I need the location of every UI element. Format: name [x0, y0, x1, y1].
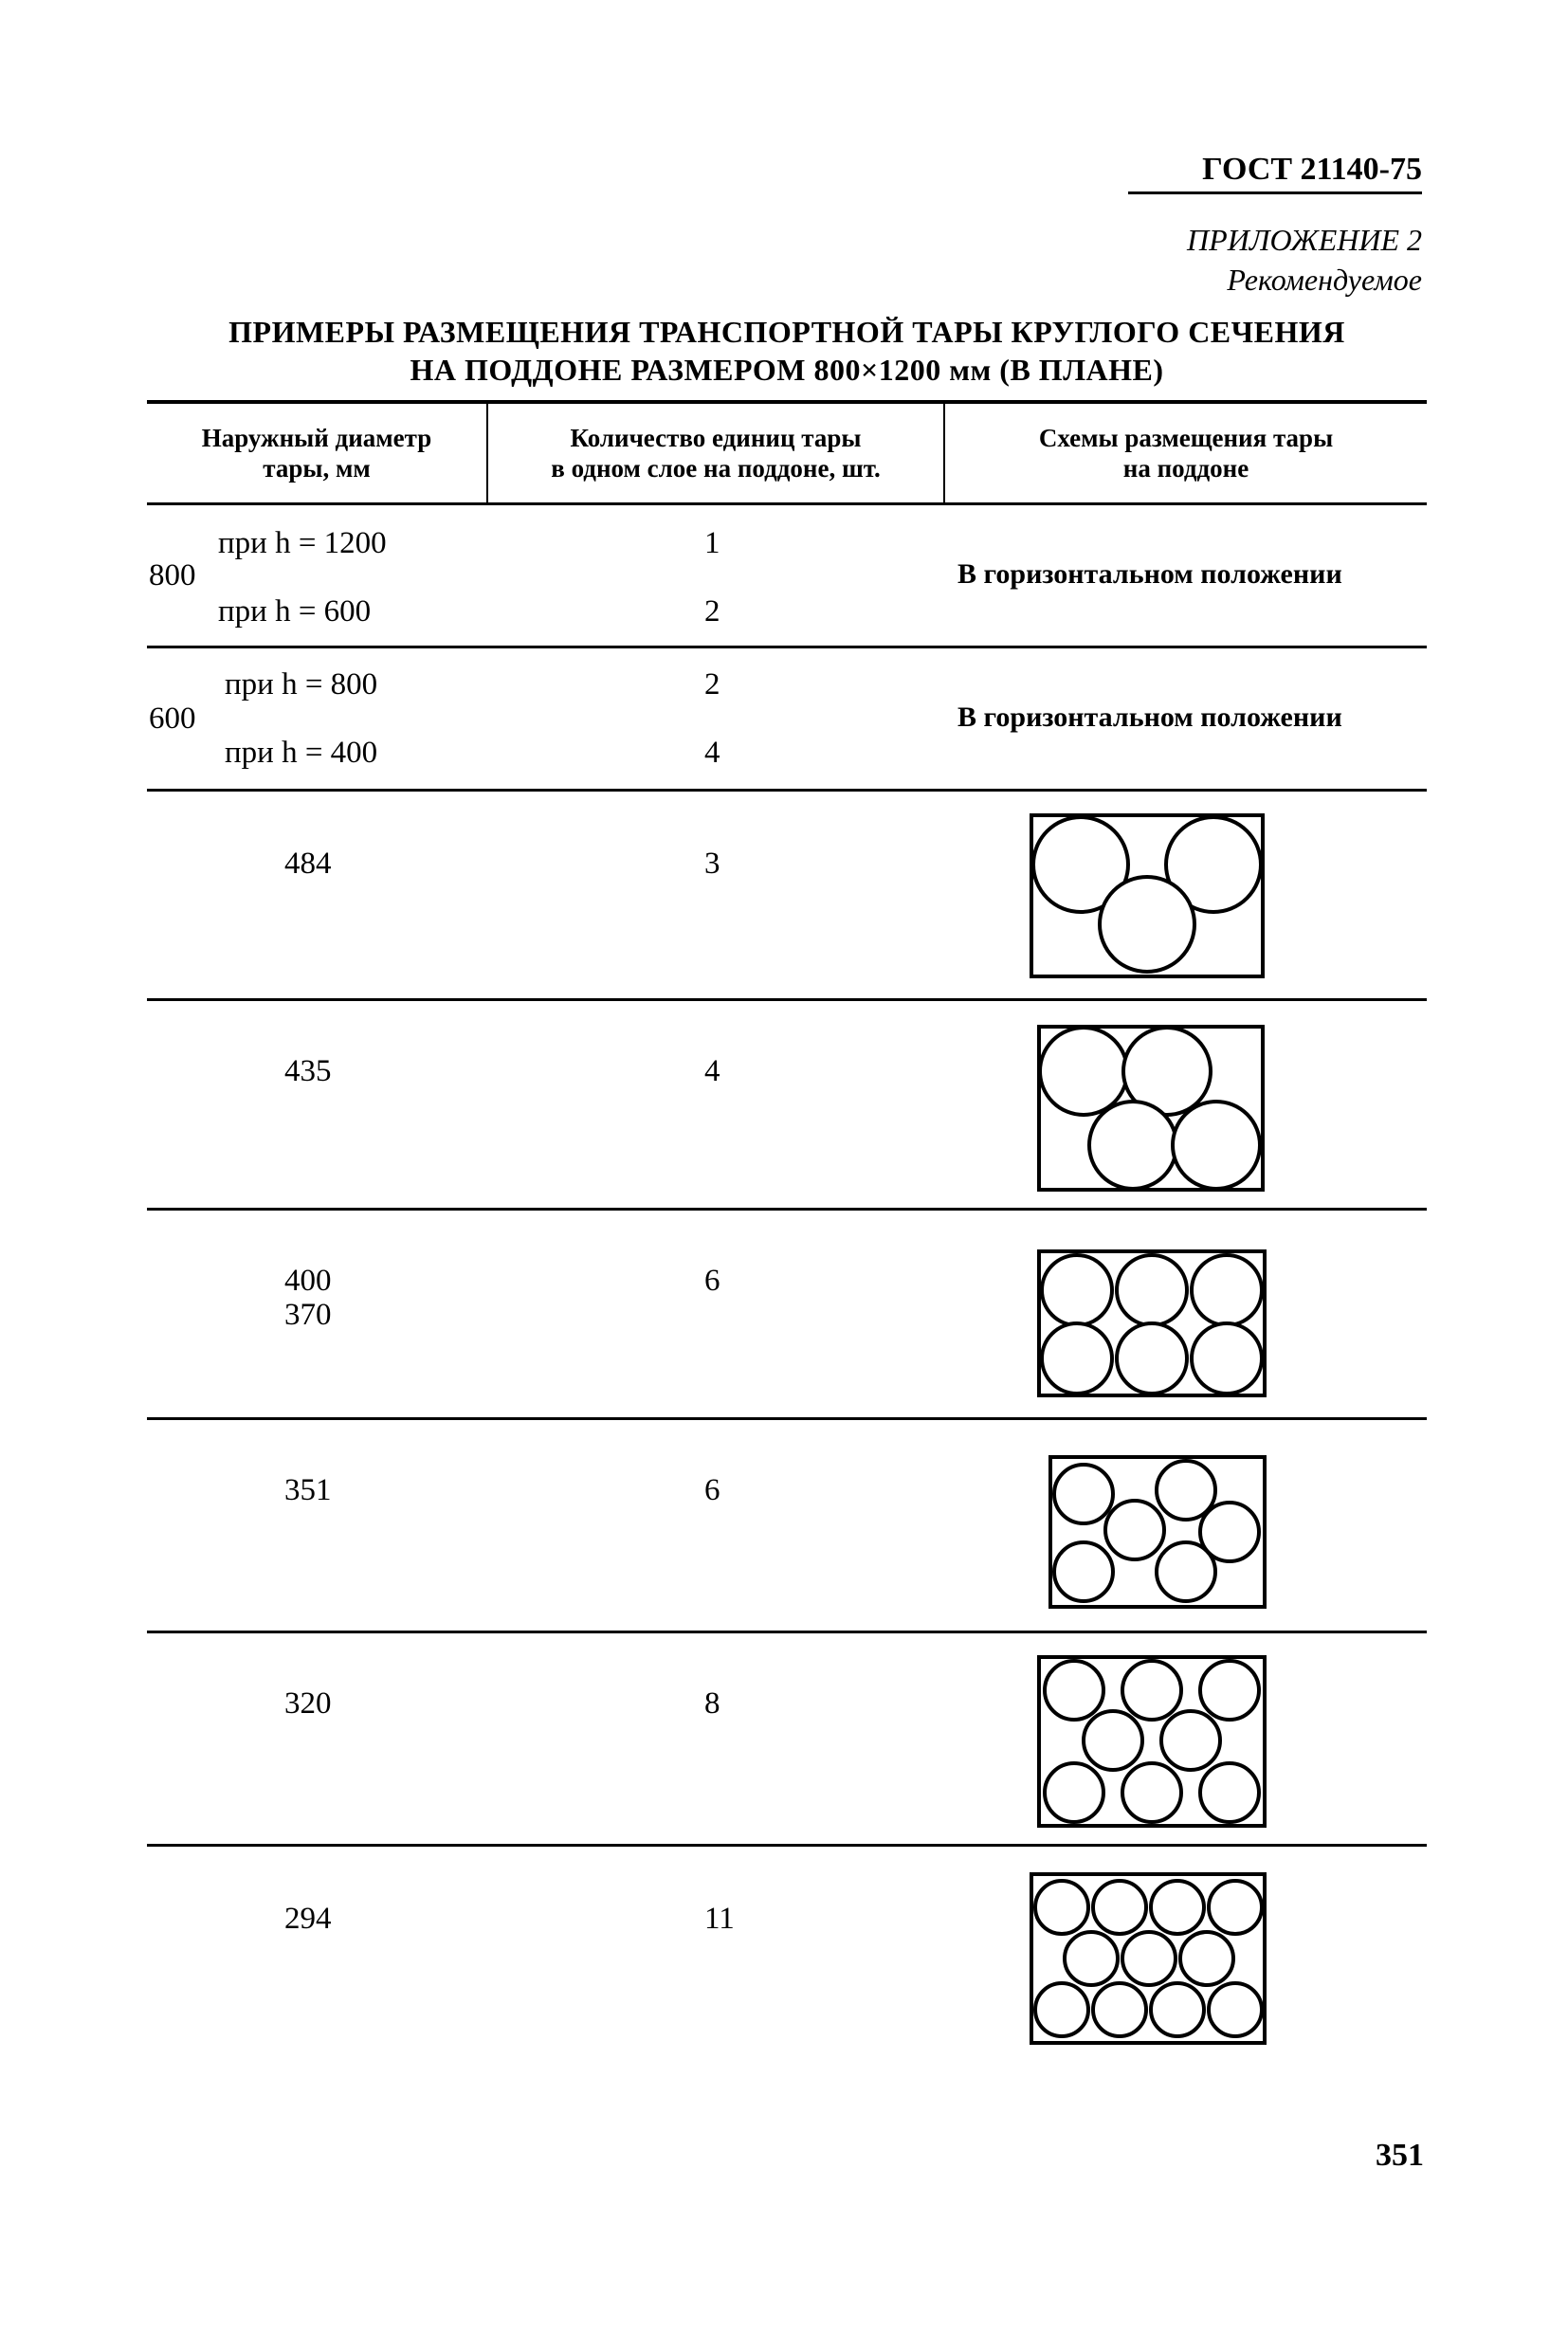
page-title	[152, 313, 1422, 389]
table-row	[147, 792, 1427, 1001]
count: 6	[704, 1264, 720, 1298]
diameter: 320	[284, 1686, 332, 1721]
count: 3	[704, 847, 720, 881]
count: 8	[704, 1686, 720, 1721]
scheme-text: В горизонтальном положении	[957, 702, 1342, 733]
condition: при h = 800	[225, 667, 378, 702]
title-line-2: НА ПОДДОНЕ РАЗМЕРОМ 800×1200 мм (В ПЛАНЕ)	[410, 353, 1164, 387]
header-count: Количество единиц тары в одном слое на поддоне, шт.	[488, 404, 945, 502]
count: 11	[704, 1902, 735, 1936]
standard-number: ГОСТ 21140-75	[1128, 152, 1422, 194]
appendix-label	[1005, 220, 1422, 300]
table-row	[147, 1847, 1427, 2057]
pallet-6-circles-grid-icon	[1036, 1248, 1269, 1400]
page-number: 351	[1376, 2138, 1424, 2173]
diameter: 800	[149, 558, 196, 592]
table-row	[147, 505, 1427, 648]
diameter: 351	[284, 1473, 332, 1507]
pallet-4-circles-icon	[1036, 1024, 1273, 1194]
appendix-status: Рекомендуемое	[1227, 263, 1422, 297]
count: 4	[704, 1054, 720, 1088]
title-line-1: ПРИМЕРЫ РАЗМЕЩЕНИЯ ТРАНСПОРТНОЙ ТАРЫ КРУГЛОГО СЕЧЕНИЯ	[228, 315, 1345, 349]
diameter: 400	[284, 1264, 332, 1298]
condition: при h = 400	[225, 736, 378, 770]
diameter: 600	[149, 702, 196, 736]
table-header	[147, 404, 1427, 505]
diameter: 484	[284, 847, 332, 881]
diameter: 294	[284, 1902, 332, 1936]
table-row	[147, 1001, 1427, 1211]
condition: при h = 1200	[218, 526, 387, 560]
appendix-number: ПРИЛОЖЕНИЕ 2	[1187, 223, 1422, 257]
count: 6	[704, 1473, 720, 1507]
pallet-6-circles-staggered-icon	[1048, 1454, 1269, 1612]
pallet-8-circles-icon	[1036, 1654, 1269, 1831]
scheme-text: В горизонтальном положении	[957, 558, 1342, 590]
count: 4	[704, 736, 720, 770]
table-row	[147, 648, 1427, 792]
table-row	[147, 1211, 1427, 1420]
pallet-11-circles-icon	[1029, 1871, 1269, 2048]
condition: при h = 600	[218, 594, 372, 629]
count: 2	[704, 667, 720, 702]
count: 2	[704, 594, 720, 629]
diameter: 435	[284, 1054, 332, 1088]
diameter-alt: 370	[284, 1298, 332, 1332]
pallet-3-circles-icon	[1029, 812, 1266, 979]
count: 1	[704, 526, 720, 560]
header-scheme: Схемы размещения тары на поддоне	[1038, 424, 1334, 483]
table-row	[147, 1420, 1427, 1633]
placement-table	[147, 400, 1427, 2057]
table-row	[147, 1633, 1427, 1847]
header-diameter: Наружный диаметр тары, мм	[147, 404, 488, 502]
